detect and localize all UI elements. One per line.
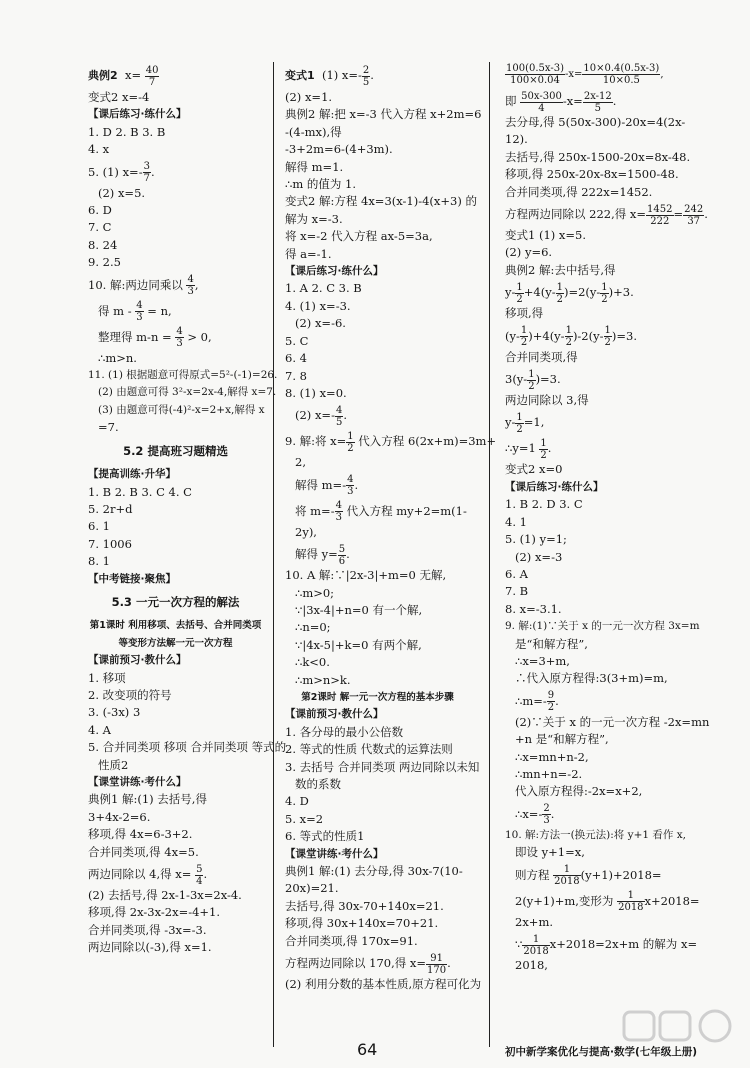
answer-line: 移项,得 2x-3x-2x=-4+1. bbox=[88, 905, 221, 920]
answer-line: 典例2 解:把 x=-3 代入方程 x+2m=6 bbox=[285, 107, 482, 122]
answer-line: 典例1 解:(1) 去括号,得 bbox=[88, 792, 207, 807]
answer-line: 去括号,得 30x-70+140x=21. bbox=[285, 898, 444, 913]
answer-line: 则方程 $\frac{1}{2018}$ (y+1)+2018= bbox=[515, 864, 662, 888]
section-heading: 【课堂讲练·考什么】 bbox=[88, 776, 187, 788]
answer-line: 10. 解:两边同乘以 $\frac{4}{3}$ , bbox=[88, 274, 199, 298]
answer-line: 移项,得 4x=6-3+2. bbox=[88, 827, 193, 842]
answer-line: ∴k<0. bbox=[295, 655, 330, 670]
answer-line: (2)∵关于 x 的一元一次方程 -2x=mn bbox=[515, 714, 710, 729]
answer-line: 解得 y= $\frac{5}{6}$ . bbox=[295, 543, 350, 567]
answer-line: (2) 去括号,得 2x-1-3x=2x-4. bbox=[88, 888, 242, 903]
section-heading: 【课后练习·练什么】 bbox=[505, 480, 604, 493]
answer-line: 8. 1 bbox=[88, 554, 110, 569]
answer-line: y- $\frac{1}{2}$ +4(y- $\frac{1}{2}$ )=2(y- $\frac{1}{2}$ )+3. bbox=[505, 281, 634, 305]
answer-line: 4. (1) x=-3. bbox=[285, 298, 351, 313]
answer-line: 1. B 2. B 3. C 4. C bbox=[88, 484, 192, 499]
answer-line: ∴m>n>k. bbox=[295, 672, 351, 687]
answer-line: 7. 8 bbox=[285, 368, 307, 383]
answer-line: 3+4x-2=6. bbox=[88, 809, 151, 824]
section-heading: 【课后练习·练什么】 bbox=[88, 108, 187, 121]
answer-line: 5. 2r+d bbox=[88, 501, 133, 516]
book-title: 初中新学案优化与提高·数学(七年级上册) bbox=[505, 1046, 698, 1058]
answer-line: 变式1 (1) x=5. bbox=[505, 228, 587, 243]
answer-line: 是“和解方程”, bbox=[515, 636, 588, 651]
answer-line: 两边同除以 3,得 bbox=[505, 393, 589, 408]
answer-line: 数的系数 bbox=[295, 777, 341, 791]
answer-line: 11. (1) 根据题意可得原式=5²-(-1)=26. bbox=[88, 369, 278, 382]
answer-line: 2(y+1)+m,变形为 $\frac{1}{2018}$ x+2018= bbox=[515, 890, 700, 914]
answer-line: (2) 利用分数的基本性质,原方程可化为 bbox=[285, 977, 482, 992]
answer-line: 10. A 解:∵|2x-3|+m=0 无解, bbox=[285, 568, 447, 583]
answer-line: ∴m 的值为 1. bbox=[285, 177, 357, 192]
answer-line: 解为 x=-3. bbox=[285, 211, 343, 226]
answer-line: 7. B bbox=[505, 584, 529, 599]
answer-line: ∴m>n. bbox=[98, 350, 137, 365]
answer-line: 9. 解:将 x= $\frac{1}{2}$ 代入方程 6(2x+m)=3m+ bbox=[285, 430, 497, 454]
answer-line: 4. A bbox=[88, 722, 111, 737]
answer-line: -(4-mx),得 bbox=[285, 124, 342, 139]
answer-line: 合并同类项,得 -3x=-3. bbox=[88, 922, 207, 937]
section-title: 5.3 一元一次方程的解法 bbox=[111, 594, 240, 609]
answer-line: ∴m=- $\frac{9}{2}$ . bbox=[515, 690, 559, 714]
answer-line: 6. 1 bbox=[88, 519, 110, 534]
answer-line: 6. A bbox=[505, 566, 528, 581]
answer-line: $\frac{100(0.5x-3)}{100\times 0.04}$ -x= $\frac{10\times 0.4(0.5x-3)}{10\times 0.5}$ , bbox=[506, 63, 664, 86]
page-number: 64 bbox=[357, 1040, 378, 1059]
answer-line: 2x+m. bbox=[515, 914, 553, 929]
answer-line: 10. 解:方法一(换元法):将 y+1 看作 x, bbox=[505, 828, 686, 841]
answer-line: 5. 合并同类项 移项 合并同类项 等式的 bbox=[88, 740, 287, 755]
answer-line: 8. (1) x=0. bbox=[285, 385, 347, 400]
answer-line: (y- $\frac{1}{2}$ )+4(y- $\frac{1}{2}$ )-2(y- $\frac{1}{2}$ )=3. bbox=[505, 325, 637, 349]
answer-line: (2) x=1. bbox=[285, 90, 333, 104]
answer-line: 3. 去括号 合并同类项 两边同除以未知 bbox=[285, 759, 480, 774]
answer-line: 变式2 x=-4 bbox=[88, 90, 150, 104]
answer-line: 12). bbox=[505, 132, 528, 147]
answer-line: (3) 由题意可得(-4)²-x=2+x,解得 x bbox=[98, 403, 265, 416]
answer-line: y- $\frac{1}{2}$ =1, bbox=[505, 411, 545, 435]
watermark-logo bbox=[620, 1006, 740, 1046]
answer-line: +n 是“和解方程”, bbox=[515, 732, 609, 747]
answer-line: 合并同类项,得 222x=1452. bbox=[505, 184, 653, 199]
answer-line: 8. x=-3.1. bbox=[505, 601, 562, 616]
answer-line: 典例2 x= $\frac{40}{7}$ bbox=[88, 64, 159, 88]
answer-line: 2, bbox=[295, 455, 306, 470]
answer-line: ∴代入原方程得:3(3+m)=m, bbox=[515, 671, 668, 686]
answer-line: 2. 等式的性质 代数式的运算法则 bbox=[285, 742, 453, 757]
answer-line: ∴m>0; bbox=[295, 585, 335, 600]
answer-line: 合并同类项,得 170x=91. bbox=[285, 933, 418, 948]
answer-line: 得 a=-1. bbox=[285, 246, 332, 261]
answer-line: 4. x bbox=[88, 142, 110, 157]
section-heading: 【提高训练·升华】 bbox=[88, 468, 176, 481]
answer-column-left bbox=[88, 62, 287, 957]
answer-line: 7. C bbox=[88, 220, 112, 235]
answer-line: ∴x=3+m, bbox=[515, 653, 570, 668]
answer-line: 移项,得 30x+140x=70+21. bbox=[285, 916, 439, 931]
answer-line: 即 $\frac{50x-300}{4}$ -x= $\frac{2x-12}{5}$ . bbox=[505, 90, 617, 114]
answer-line: (2) 由题意可得 3²-x=2x-4,解得 x=7. bbox=[98, 386, 277, 399]
answer-line: =7. bbox=[98, 420, 119, 435]
answer-line: ∵|3x-4|+n=0 有一个解, bbox=[295, 602, 423, 617]
answer-line: (2) x=- $\frac{4}{5}$ . bbox=[295, 404, 347, 428]
lesson-title: 第1课时 利用移项、去括号、合并同类项 bbox=[89, 620, 262, 632]
answer-line: ∴y=1 $\frac{1}{2}$ . bbox=[505, 437, 552, 461]
answer-line: ∵ $\frac{1}{2018}$ x+2018=2x+m 的解为 x= bbox=[515, 933, 698, 957]
answer-line: ∴mn+n=-2. bbox=[515, 766, 583, 781]
answer-line: ∴x=mn+n-2, bbox=[515, 749, 589, 764]
answer-column-right bbox=[505, 62, 715, 974]
answer-line: 5. (1) y=1; bbox=[505, 532, 567, 547]
answer-line: 将 x=-2 代入方程 ax-5=3a, bbox=[285, 229, 433, 244]
answer-line: 4. D bbox=[285, 794, 309, 809]
section-heading: 【课前预习·教什么】 bbox=[285, 708, 384, 721]
answer-line: 整理得 m-n = $\frac{4}{3}$ > 0, bbox=[98, 326, 212, 350]
answer-line: (2) x=5. bbox=[98, 185, 146, 200]
answer-line: 1. 移项 bbox=[88, 670, 126, 685]
answer-line: 9. 解:(1)∵关于 x 的一元一次方程 3x=m bbox=[505, 620, 700, 633]
answer-line: ∴x=- $\frac{2}{3}$ . bbox=[515, 803, 555, 827]
answer-line: 去分母,得 5(50x-300)-20x=4(2x- bbox=[505, 115, 686, 129]
section-heading: 【中考链接·聚焦】 bbox=[88, 572, 176, 585]
answer-line: 6. D bbox=[88, 203, 112, 218]
answer-line: 解得 m=1. bbox=[285, 159, 344, 174]
answer-line: 得 m - $\frac{4}{3}$ = n, bbox=[98, 300, 172, 324]
answer-line: 移项,得 bbox=[505, 306, 544, 321]
answer-line: 2y), bbox=[295, 524, 317, 539]
answer-line: 3. (-3x) 3 bbox=[88, 705, 141, 720]
answer-line: 6. 等式的性质1 bbox=[285, 829, 365, 844]
answer-line: 代入原方程得:-2x=x+2, bbox=[515, 784, 643, 799]
answer-line: 7. 1006 bbox=[88, 536, 132, 551]
answer-line: 合并同类项,得 4x=5. bbox=[88, 844, 199, 859]
answer-line: (2) x=-3 bbox=[515, 549, 563, 564]
answer-line: 典例2 解:去中括号,得 bbox=[505, 262, 616, 277]
answer-line: 5. (1) x=- $\frac{3}{7}$ . bbox=[88, 161, 155, 185]
answer-line: 2. 改变项的符号 bbox=[88, 687, 172, 702]
answer-line: 方程两边同除以 170,得 x= $\frac{91}{170}$ . bbox=[285, 952, 451, 976]
answer-column-middle bbox=[285, 62, 497, 993]
answer-line: 8. 24 bbox=[88, 237, 118, 252]
answer-line: 将 m=- $\frac{4}{3}$ 代入方程 my+2=m(1- bbox=[295, 500, 467, 524]
section-heading: 【课前预习·教什么】 bbox=[88, 654, 187, 667]
answer-line: 1. 各分母的最小公倍数 bbox=[285, 724, 404, 739]
answer-line: (2) x=-6. bbox=[295, 316, 346, 331]
answer-line: 典例1 解:(1) 去分母,得 30x-7(10- bbox=[285, 864, 463, 879]
answer-line: 1. A 2. C 3. B bbox=[285, 281, 362, 296]
answer-line: 变式2 解:方程 4x=3(x-1)-4(x+3) 的 bbox=[285, 194, 477, 209]
answer-line: 3(y- $\frac{1}{2}$ )=3. bbox=[505, 368, 561, 392]
answer-line: 方程两边同除以 222,得 x= $\frac{1452}{222}$ = $\frac{242}{37}$ . bbox=[505, 203, 708, 227]
answer-line: 1. D 2. B 3. B bbox=[88, 124, 166, 139]
answer-line: 变式1 (1) x=- $\frac{2}{5}$ . bbox=[285, 64, 374, 88]
answer-line: 1. B 2. D 3. C bbox=[505, 497, 583, 512]
answer-line: 即设 y+1=x, bbox=[515, 845, 585, 860]
answer-line: 2018, bbox=[515, 958, 548, 972]
lesson-title: 第2课时 解一元一次方程的基本步骤 bbox=[301, 691, 454, 703]
answer-line: 性质2 bbox=[98, 757, 129, 772]
answer-line: 5. x=2 bbox=[285, 811, 324, 826]
section-title: 5.2 提高班习题精选 bbox=[123, 443, 228, 458]
answer-line: 4. 1 bbox=[505, 514, 527, 529]
answer-line: ∵|4x-5|+k=0 有两个解, bbox=[295, 637, 422, 652]
answer-line: 9. 2.5 bbox=[88, 255, 121, 270]
section-heading: 【课后练习·练什么】 bbox=[285, 265, 384, 278]
lesson-title: 等变形方法解一元一次方程 bbox=[118, 637, 233, 649]
answer-line: 移项,得 250x-20x-8x=1500-48. bbox=[505, 167, 679, 182]
answer-line: 两边同除以 4,得 x= $\frac{5}{4}$ . bbox=[88, 863, 208, 887]
answer-line: (2) y=6. bbox=[505, 245, 553, 260]
answer-line: -3+2m=6-(4+3m). bbox=[285, 142, 393, 157]
answer-line: 6. 4 bbox=[285, 351, 307, 366]
answer-line: ∴n=0; bbox=[295, 620, 331, 635]
answer-line: 变式2 x=0 bbox=[505, 462, 563, 477]
answer-line: 去括号,得 250x-1500-20x=8x-48. bbox=[505, 149, 691, 164]
answer-line: 两边同除以(-3),得 x=1. bbox=[88, 940, 212, 955]
answer-line: 5. C bbox=[285, 333, 309, 348]
section-heading: 【课堂讲练·考什么】 bbox=[285, 847, 384, 860]
answer-line: 合并同类项,得 bbox=[505, 349, 578, 364]
answer-line: 解得 m=- $\frac{4}{3}$ . bbox=[295, 474, 359, 498]
answer-line: 20x)=21. bbox=[285, 881, 339, 896]
